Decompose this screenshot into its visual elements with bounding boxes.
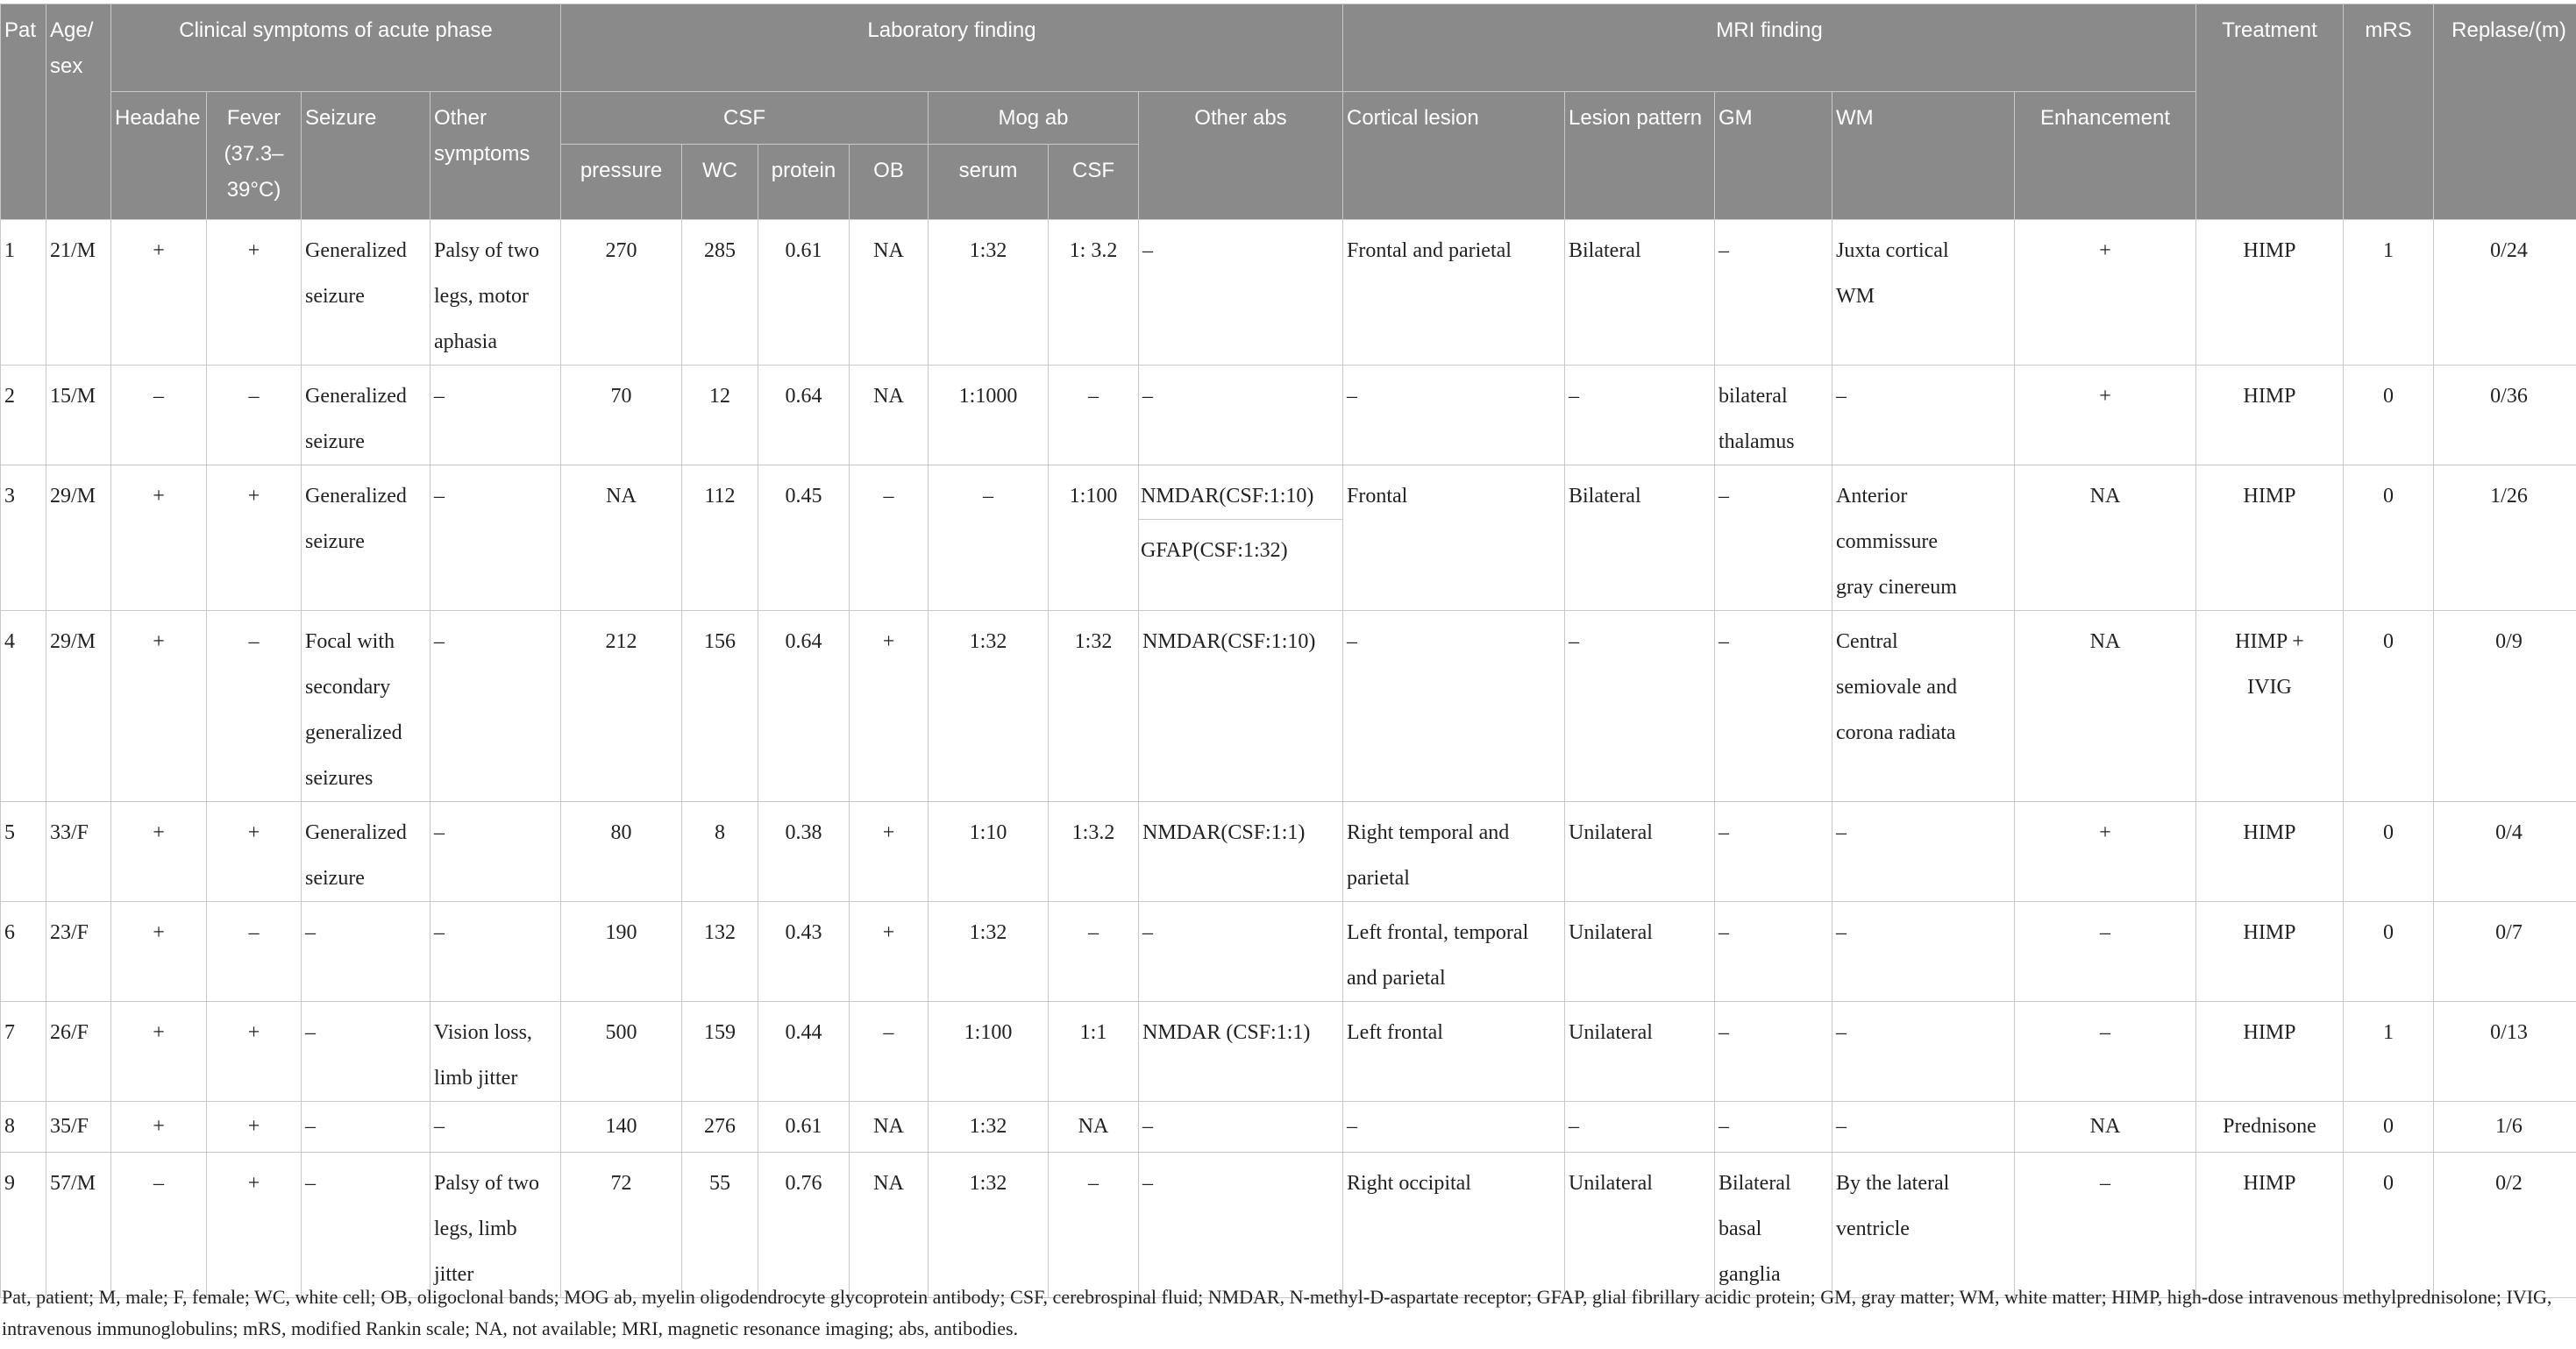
cell-mogcsf: – bbox=[1049, 902, 1139, 1002]
cell-treat: HIMP bbox=[2196, 220, 2344, 366]
cell-pat: 6 bbox=[1, 902, 46, 1002]
cell-enh: + bbox=[2015, 802, 2196, 902]
cell-pattern: Unilateral bbox=[1565, 1002, 1715, 1102]
cell-other: Palsy of two legs, motor aphasia bbox=[431, 220, 561, 366]
footnote: Pat, patient; M, male; F, female; WC, white cell; OB, oligoclonal bands; MOG ab, myelin oligodendrocyte glycoprotein antibody; CSF, cerebrospinal fluid; NMDAR, N-methyl-D-aspartate receptor; GFAP, glial fibrillary acidic protein; GM, gray matter; WM, white matter; HIMP, high-dose intravenous methylprednisolone; IVIG, intravenous immunoglobulins; mRS, modified Rankin scale; NA, not available; MRI, magnetic resonance imaging; abs, antibodies. bbox=[2, 1286, 2552, 1339]
cell-gm: Bilateral basal ganglia bbox=[1715, 1153, 1832, 1298]
cell-headache: + bbox=[111, 1102, 207, 1153]
cell-pressure: 72 bbox=[561, 1153, 682, 1298]
cell-headache: + bbox=[111, 611, 207, 802]
cell-treat: HIMP bbox=[2196, 802, 2344, 902]
cell-age: 21/M bbox=[46, 220, 111, 366]
cell-protein: 0.64 bbox=[758, 366, 850, 465]
cell-headache: – bbox=[111, 366, 207, 465]
table-row bbox=[1, 1153, 2576, 1298]
cell-gm: bilateral thalamus bbox=[1715, 366, 1832, 465]
cell-protein: 0.43 bbox=[758, 902, 850, 1002]
cell-mogcsf: 1:1 bbox=[1049, 1002, 1139, 1102]
cell-treat: Prednisone bbox=[2196, 1102, 2344, 1153]
cell-serum: – bbox=[929, 465, 1049, 611]
cell-pat: 4 bbox=[1, 611, 46, 802]
cell-gm: – bbox=[1715, 1002, 1832, 1102]
cell-abs-line: GFAP(CSF:1:32) bbox=[1141, 539, 1288, 562]
col-lesion-pattern: Lesion pattern bbox=[1565, 92, 1715, 220]
cell-protein: 0.44 bbox=[758, 1002, 850, 1102]
cell-wc: 8 bbox=[682, 802, 758, 902]
col-gm: GM bbox=[1715, 92, 1832, 220]
cell-seizure: Generalized seizure bbox=[302, 802, 431, 902]
cell-wc: 156 bbox=[682, 611, 758, 802]
cell-headache: + bbox=[111, 220, 207, 366]
table-row bbox=[1, 802, 2576, 902]
col-treatment: Treatment bbox=[2196, 4, 2344, 220]
cell-pressure: 500 bbox=[561, 1002, 682, 1102]
cell-fever: + bbox=[207, 220, 302, 366]
cell-serum: 1:10 bbox=[929, 802, 1049, 902]
cell-mrs: 0 bbox=[2344, 1102, 2434, 1153]
cell-abs: NMDAR(CSF:1:1) bbox=[1139, 802, 1343, 902]
col-headache: Headahe bbox=[111, 92, 207, 220]
cell-cortical: Left frontal bbox=[1343, 1002, 1565, 1102]
cell-cortical: Right occipital bbox=[1343, 1153, 1565, 1298]
cell-mrs: 0 bbox=[2344, 1153, 2434, 1298]
cell-enh: NA bbox=[2015, 1102, 2196, 1153]
cell-enh: NA bbox=[2015, 465, 2196, 611]
cell-treat: HIMP bbox=[2196, 1153, 2344, 1298]
cell-gm: – bbox=[1715, 220, 1832, 366]
cell-abs: – bbox=[1139, 902, 1343, 1002]
cell-pressure: 140 bbox=[561, 1102, 682, 1153]
cell-age: 29/M bbox=[46, 465, 111, 611]
col-wm: WM bbox=[1832, 92, 2015, 220]
cell-wc: 285 bbox=[682, 220, 758, 366]
cell-mrs: 0 bbox=[2344, 611, 2434, 802]
cell-pat: 9 bbox=[1, 1153, 46, 1298]
cell-relapse: 0/2 bbox=[2434, 1153, 2576, 1298]
cell-protein: 0.61 bbox=[758, 220, 850, 366]
cell-wc: 132 bbox=[682, 902, 758, 1002]
cell-age: 57/M bbox=[46, 1153, 111, 1298]
cell-fever: – bbox=[207, 611, 302, 802]
cell-pat: 8 bbox=[1, 1102, 46, 1153]
cell-protein: 0.45 bbox=[758, 465, 850, 611]
cell-ob: NA bbox=[850, 1102, 929, 1153]
cell-cortical: Frontal bbox=[1343, 465, 1565, 611]
cell-gm: – bbox=[1715, 1102, 1832, 1153]
cell-cortical: Right temporal and parietal bbox=[1343, 802, 1565, 902]
cell-other: – bbox=[431, 611, 561, 802]
cell-seizure: Generalized seizure bbox=[302, 220, 431, 366]
table-row bbox=[1, 611, 2576, 802]
cell-enh: – bbox=[2015, 1153, 2196, 1298]
cell-pattern: Unilateral bbox=[1565, 1153, 1715, 1298]
cell-age: 33/F bbox=[46, 802, 111, 902]
cell-relapse: 0/7 bbox=[2434, 902, 2576, 1002]
col-cortical-lesion: Cortical lesion bbox=[1343, 92, 1565, 220]
cell-wc: 112 bbox=[682, 465, 758, 611]
col-enhancement: Enhancement bbox=[2015, 92, 2196, 220]
table-body bbox=[1, 220, 2576, 1298]
cell-cortical: Left frontal, temporal and parietal bbox=[1343, 902, 1565, 1002]
cell-abs: – bbox=[1139, 1102, 1343, 1153]
cell-wc: 276 bbox=[682, 1102, 758, 1153]
cell-treat: HIMP bbox=[2196, 465, 2344, 611]
cell-age: 29/M bbox=[46, 611, 111, 802]
col-relapse: Replase/(m) bbox=[2434, 4, 2576, 220]
cell-relapse: 0/24 bbox=[2434, 220, 2576, 366]
cell-mogcsf: NA bbox=[1049, 1102, 1139, 1153]
cell-wc: 55 bbox=[682, 1153, 758, 1298]
cell-other: – bbox=[431, 1102, 561, 1153]
cell-headache: + bbox=[111, 465, 207, 611]
cell-seizure: Generalized seizure bbox=[302, 366, 431, 465]
cell-treat: HIMP bbox=[2196, 366, 2344, 465]
cell-mogcsf: – bbox=[1049, 1153, 1139, 1298]
cell-relapse: 1/26 bbox=[2434, 465, 2576, 611]
cell-abs-line: NMDAR(CSF:1:10) bbox=[1139, 465, 1342, 520]
cell-age: 23/F bbox=[46, 902, 111, 1002]
patient-table bbox=[0, 4, 2576, 1298]
cell-cortical: Frontal and parietal bbox=[1343, 220, 1565, 366]
cell-headache: – bbox=[111, 1153, 207, 1298]
cell-mogcsf: 1:100 bbox=[1049, 465, 1139, 611]
cell-other: Palsy of two legs, limb jitter bbox=[431, 1153, 561, 1298]
cell-abs: – bbox=[1139, 1153, 1343, 1298]
cell-wm: – bbox=[1832, 366, 2015, 465]
group-lab: Laboratory finding bbox=[561, 4, 1343, 92]
col-mog-csf: CSF bbox=[1049, 145, 1139, 220]
cell-relapse: 0/13 bbox=[2434, 1002, 2576, 1102]
cell-headache: + bbox=[111, 1002, 207, 1102]
cell-abs: – bbox=[1139, 220, 1343, 366]
cell-gm: – bbox=[1715, 902, 1832, 1002]
cell-fever: + bbox=[207, 465, 302, 611]
cell-ob: + bbox=[850, 902, 929, 1002]
cell-wm: Juxta cortical WM bbox=[1832, 220, 2015, 366]
cell-ob: NA bbox=[850, 366, 929, 465]
table-row bbox=[1, 902, 2576, 1002]
cell-pat: 2 bbox=[1, 366, 46, 465]
cell-wc: 159 bbox=[682, 1002, 758, 1102]
cell-pattern: Unilateral bbox=[1565, 902, 1715, 1002]
col-mrs: mRS bbox=[2344, 4, 2434, 220]
cell-mrs: 0 bbox=[2344, 465, 2434, 611]
cell-serum: 1:32 bbox=[929, 220, 1049, 366]
cell-enh: NA bbox=[2015, 611, 2196, 802]
cell-gm: – bbox=[1715, 611, 1832, 802]
cell-pressure: 212 bbox=[561, 611, 682, 802]
cell-protein: 0.38 bbox=[758, 802, 850, 902]
cell-abs: NMDAR(CSF:1:10) bbox=[1139, 611, 1343, 802]
cell-fever: + bbox=[207, 1102, 302, 1153]
col-age-sex: Age/ sex bbox=[46, 4, 111, 220]
col-ob: OB bbox=[850, 145, 929, 220]
cell-ob: NA bbox=[850, 220, 929, 366]
cell-other: Vision loss, limb jitter bbox=[431, 1002, 561, 1102]
cell-enh: + bbox=[2015, 220, 2196, 366]
cell-mogcsf: 1: 3.2 bbox=[1049, 220, 1139, 366]
cell-fever: – bbox=[207, 366, 302, 465]
cell-mrs: 0 bbox=[2344, 366, 2434, 465]
cell-cortical: – bbox=[1343, 611, 1565, 802]
cell-serum: 1:32 bbox=[929, 611, 1049, 802]
cell-wm: By the lateral ventricle bbox=[1832, 1153, 2015, 1298]
cell-ob: – bbox=[850, 465, 929, 611]
group-csf: CSF bbox=[561, 92, 929, 145]
col-wc: WC bbox=[682, 145, 758, 220]
cell-pressure: 190 bbox=[561, 902, 682, 1002]
cell-treat: HIMP bbox=[2196, 1002, 2344, 1102]
table-row bbox=[1, 465, 2576, 611]
cell-pattern: Bilateral bbox=[1565, 465, 1715, 611]
cell-abs bbox=[1139, 465, 1343, 611]
cell-seizure: – bbox=[302, 1002, 431, 1102]
table-row bbox=[1, 1002, 2576, 1102]
cell-fever: – bbox=[207, 902, 302, 1002]
cell-wm: – bbox=[1832, 902, 2015, 1002]
cell-ob: + bbox=[850, 611, 929, 802]
cell-ob: – bbox=[850, 1002, 929, 1102]
cell-pat: 3 bbox=[1, 465, 46, 611]
cell-pat: 5 bbox=[1, 802, 46, 902]
cell-seizure: – bbox=[302, 1102, 431, 1153]
cell-serum: 1:1000 bbox=[929, 366, 1049, 465]
cell-mogcsf: 1:32 bbox=[1049, 611, 1139, 802]
cell-gm: – bbox=[1715, 802, 1832, 902]
table-row bbox=[1, 366, 2576, 465]
cell-pat: 1 bbox=[1, 220, 46, 366]
cell-fever: + bbox=[207, 1002, 302, 1102]
cell-serum: 1:100 bbox=[929, 1002, 1049, 1102]
table-row bbox=[1, 1102, 2576, 1153]
cell-seizure: – bbox=[302, 902, 431, 1002]
cell-mogcsf: – bbox=[1049, 366, 1139, 465]
cell-serum: 1:32 bbox=[929, 902, 1049, 1002]
cell-enh: + bbox=[2015, 366, 2196, 465]
cell-enh: – bbox=[2015, 1002, 2196, 1102]
cell-pressure: 270 bbox=[561, 220, 682, 366]
table-row bbox=[1, 220, 2576, 366]
cell-enh: – bbox=[2015, 902, 2196, 1002]
cell-pressure: NA bbox=[561, 465, 682, 611]
cell-other: – bbox=[431, 802, 561, 902]
cell-mrs: 0 bbox=[2344, 902, 2434, 1002]
cell-age: 35/F bbox=[46, 1102, 111, 1153]
cell-headache: + bbox=[111, 802, 207, 902]
col-fever: Fever (37.3– 39°C) bbox=[207, 92, 302, 220]
cell-headache: + bbox=[111, 902, 207, 1002]
group-mri: MRI finding bbox=[1343, 4, 2196, 92]
cell-abs: – bbox=[1139, 366, 1343, 465]
cell-treat: HIMP + IVIG bbox=[2196, 611, 2344, 802]
cell-age: 26/F bbox=[46, 1002, 111, 1102]
cell-pattern: Unilateral bbox=[1565, 802, 1715, 902]
cell-seizure: Focal with secondary generalized seizures bbox=[302, 611, 431, 802]
cell-pressure: 70 bbox=[561, 366, 682, 465]
cell-other: – bbox=[431, 902, 561, 1002]
cell-cortical: – bbox=[1343, 366, 1565, 465]
col-protein: protein bbox=[758, 145, 850, 220]
cell-relapse: 0/4 bbox=[2434, 802, 2576, 902]
cell-cortical: – bbox=[1343, 1102, 1565, 1153]
cell-fever: + bbox=[207, 1153, 302, 1298]
cell-pat: 7 bbox=[1, 1002, 46, 1102]
cell-wm: – bbox=[1832, 1002, 2015, 1102]
cell-other: – bbox=[431, 465, 561, 611]
cell-serum: 1:32 bbox=[929, 1102, 1049, 1153]
cell-treat: HIMP bbox=[2196, 902, 2344, 1002]
cell-seizure: – bbox=[302, 1153, 431, 1298]
cell-ob: NA bbox=[850, 1153, 929, 1298]
cell-other: – bbox=[431, 366, 561, 465]
cell-relapse: 0/36 bbox=[2434, 366, 2576, 465]
col-serum: serum bbox=[929, 145, 1049, 220]
cell-serum: 1:32 bbox=[929, 1153, 1049, 1298]
cell-wm: – bbox=[1832, 1102, 2015, 1153]
cell-wc: 12 bbox=[682, 366, 758, 465]
cell-ob: + bbox=[850, 802, 929, 902]
col-pressure: pressure bbox=[561, 145, 682, 220]
cell-fever: + bbox=[207, 802, 302, 902]
cell-wm: Central semiovale and corona radiata bbox=[1832, 611, 2015, 802]
group-mog-ab: Mog ab bbox=[929, 92, 1139, 145]
cell-pressure: 80 bbox=[561, 802, 682, 902]
cell-mrs: 0 bbox=[2344, 802, 2434, 902]
col-other-symptoms: Other symptoms bbox=[431, 92, 561, 220]
cell-gm: – bbox=[1715, 465, 1832, 611]
cell-pattern: Bilateral bbox=[1565, 220, 1715, 366]
cell-mogcsf: 1:3.2 bbox=[1049, 802, 1139, 902]
cell-seizure: Generalized seizure bbox=[302, 465, 431, 611]
cell-relapse: 1/6 bbox=[2434, 1102, 2576, 1153]
cell-wm: – bbox=[1832, 802, 2015, 902]
cell-age: 15/M bbox=[46, 366, 111, 465]
cell-protein: 0.76 bbox=[758, 1153, 850, 1298]
cell-abs: NMDAR (CSF:1:1) bbox=[1139, 1002, 1343, 1102]
cell-protein: 0.64 bbox=[758, 611, 850, 802]
cell-pattern: – bbox=[1565, 366, 1715, 465]
cell-mrs: 1 bbox=[2344, 220, 2434, 366]
col-seizure: Seizure bbox=[302, 92, 431, 220]
cell-protein: 0.61 bbox=[758, 1102, 850, 1153]
cell-mrs: 1 bbox=[2344, 1002, 2434, 1102]
cell-relapse: 0/9 bbox=[2434, 611, 2576, 802]
cell-pattern: – bbox=[1565, 1102, 1715, 1153]
col-other-abs: Other abs bbox=[1139, 92, 1343, 220]
cell-pattern: – bbox=[1565, 611, 1715, 802]
group-clinical: Clinical symptoms of acute phase bbox=[111, 4, 561, 92]
cell-wm: Anterior commissure gray cinereum bbox=[1832, 465, 2015, 611]
col-pat: Pat bbox=[1, 4, 46, 220]
